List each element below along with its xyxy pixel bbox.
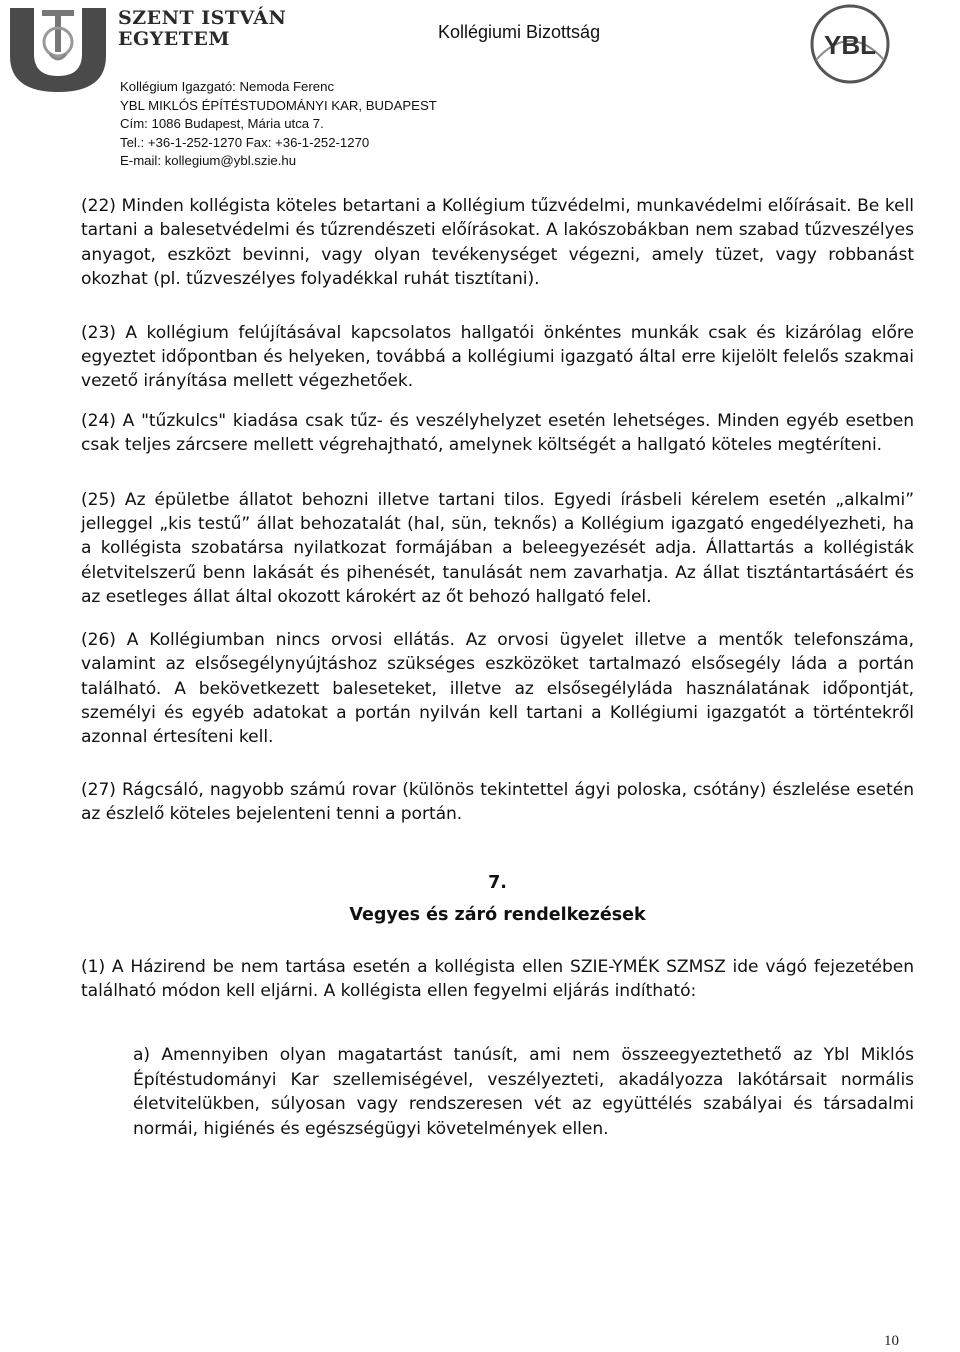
document-body [81, 194, 914, 1163]
page-number: 10 [884, 1333, 899, 1349]
ybl-logo-text: YBL [824, 30, 876, 60]
paragraph-25: (25) Az épületbe állatot behozni illetve tartani tilos. Egyedi írásbeli kérelem esetén „alkalmi” jelleggel „kis testű” állat behozatalát (hal, sün, teknős) a Kollégium igazgató engedélyezheti, ha a kollégista szobatársa nyilatkozat formájában a beleegyezését adja. Állattartás a kollégisták életvitelszerű benn lakását és pihenését, tanulását nem zavarhatja. Az állat tisztántartásáért és az esetleges állat által okozott károkért az őt behozó hallgató felel. [81, 489, 914, 608]
committee-title: Kollégiumi Bizottság [438, 22, 601, 42]
email-line: E-mail: kollegium@ybl.szie.hu [120, 153, 297, 168]
page-header [0, 0, 960, 180]
section-number: 7. [488, 872, 507, 893]
phone-line: Tel.: +36-1-252-1270 Fax: +36-1-252-1270 [120, 134, 370, 150]
paragraph-26: (26) A Kollégiumban nincs orvosi ellátás. Az orvosi ügyelet illetve a mentők telefonszáma, valamint az elsősegélynyújtáshoz szükséges eszközöket tartalmazó elsősegély láda a portán található. A bekövetkezett baleseteket, illetve az elsősegélyláda használatának időpontját, személyi és egyéb adatokat a portán nyilván kell tartani a Kollégiumi igazgatót a történtekről azonnal értesíteni kell. [81, 629, 914, 748]
faculty-line: YBL MIKLÓS ÉPÍTÉSTUDOMÁNYI KAR, BUDAPEST [120, 97, 437, 113]
closing-paragraph-1: (1) A Házirend be nem tartása esetén a kollégista ellen SZIE-YMÉK SZMSZ ide vágó fejezetében található módon kell eljárni. A kollégista ellen fegyelmi eljárás indítható: [81, 956, 914, 1001]
address-line: Cím: 1086 Budapest, Mária utca 7. [120, 116, 324, 131]
szent-istvan-university-logo [6, 4, 110, 94]
paragraph-27: (27) Rágcsáló, nagyobb számú rovar (különös tekintettel ágyi poloska, csótány) észlelése esetén az észlelő köteles bejelenteni tenni a portán. [81, 779, 914, 825]
closing-item-a: a) Amennyiben olyan magatartást tanúsít, ami nem összeegyeztethető az Ybl Miklós Építéstudományi Kar szellemiségével, veszélyezteti, akadályozza lakótársait normális életvitelükben, súlyosan vagy rendszeresen vét az együttélés szabályai és társadalmi normái, higiénés és egészségügyi követelmények ellen. [133, 1045, 914, 1139]
contact-block [120, 78, 437, 171]
ybl-logo [800, 2, 900, 86]
section-title: Vegyes és záró rendelkezések [349, 904, 646, 925]
director-line: Kollégium Igazgató: Nemoda Ferenc [120, 79, 335, 94]
paragraph-22: (22) Minden kollégista köteles betartani a Kollégium tűzvédelmi, munkavédelmi előírásait. Be kell tartani a balesetvédelmi és tűzrendészeti előírásokat. A lakószobákban nem szabad tűzveszélyes anyagot, eszközt bevinni, vagy olyan tevékenységet végezni, amely tüzet, vagy robbanást okozhat (pl. tűzveszélyes folyadékkal ruhát tisztítani). [81, 196, 914, 290]
paragraph-24: (24) A "tűzkulcs" kiadása csak tűz- és veszélyhelyzet esetén lehetséges. Minden egyéb esetben csak teljes zárcsere mellett végrehajtható, amelynek költségét a hallgató köteles megtéríteni. [81, 410, 914, 456]
university-name: SZENT ISTVÁN EGYETEM [118, 7, 287, 50]
paragraph-23: (23) A kollégium felújításával kapcsolatos hallgatói önkéntes munkák csak és kizárólag előre egyeztet időpontban és helyeken, továbbá a kollégiumi igazgató által erre kijelölt felelős szakmai vezető irányítása mellett végezhetőek. [81, 322, 914, 392]
